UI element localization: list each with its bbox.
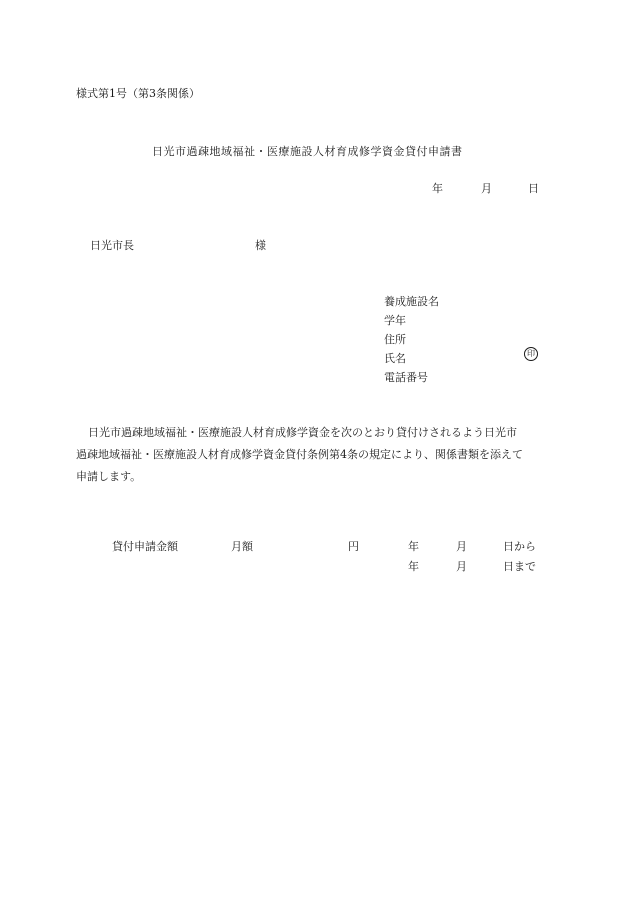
period-to-month-label: 月 — [456, 560, 467, 573]
monthly-amount-label: 月額 — [231, 540, 253, 553]
period-to-year-label: 年 — [408, 560, 419, 573]
seal-mark-icon: 印 — [524, 347, 538, 361]
statement-line-3: 申請します。 — [76, 470, 142, 483]
application-statement — [76, 422, 554, 488]
grade-label: 学年 — [384, 314, 406, 327]
name-label: 氏名 — [384, 352, 406, 365]
date-year-label: 年 — [432, 182, 443, 195]
applicant-info-block — [384, 292, 439, 387]
addressee-name: 日光市長 — [90, 239, 134, 252]
statement-line-2: 過疎地域福祉・医療施設人材育成修学資金貸付条例第4条の規定により、関係書類を添えて — [76, 448, 523, 461]
form-number: 様式第1号（第3条関係） — [76, 87, 200, 100]
date-month-label: 月 — [481, 182, 492, 195]
phone-number-label: 電話番号 — [384, 371, 428, 384]
period-from-day-label: 日から — [503, 540, 536, 553]
period-from-month-label: 月 — [456, 540, 467, 553]
document-title: 日光市過疎地域福祉・医療施設人材育成修学資金貸付申請書 — [152, 145, 463, 158]
addressee-honorific: 様 — [255, 239, 266, 252]
yen-unit-label: 円 — [348, 540, 359, 553]
loan-amount-label: 貸付申請金額 — [112, 540, 178, 553]
date-day-label: 日 — [528, 182, 539, 195]
address-label: 住所 — [384, 333, 406, 346]
facility-name-label: 養成施設名 — [384, 295, 439, 308]
period-to-day-label: 日まで — [503, 560, 536, 573]
period-from-year-label: 年 — [408, 540, 419, 553]
statement-line-1: 日光市過疎地域福祉・医療施設人材育成修学資金を次のとおり貸付けされるよう日光市 — [88, 426, 517, 439]
